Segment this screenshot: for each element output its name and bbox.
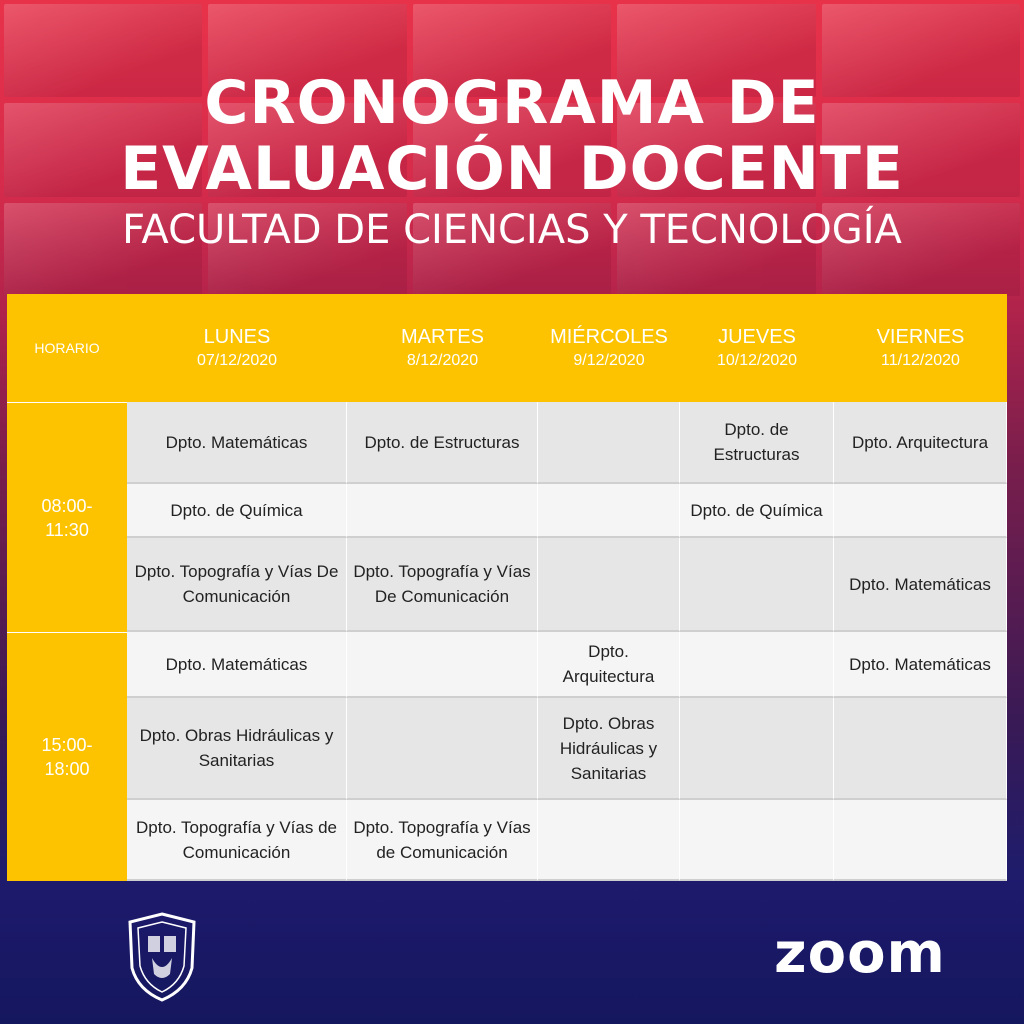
schedule-cell — [680, 698, 834, 800]
day-date: 8/12/2020 — [406, 352, 479, 369]
time-slot: 08:00- 11:30 — [7, 402, 127, 632]
header-day-4 — [834, 294, 1007, 402]
schedule-cell: Dpto. Matemáticas — [834, 538, 1007, 632]
schedule-cell: Dpto. Matemáticas — [127, 402, 347, 484]
university-seal-icon — [126, 912, 198, 1002]
schedule-cell — [347, 632, 538, 698]
schedule-cell — [347, 698, 538, 800]
schedule-cell: Dpto. Topografía y Vías de Comunicación — [347, 800, 538, 881]
schedule-cell — [680, 800, 834, 881]
header-day-1 — [347, 294, 538, 402]
day-date: 10/12/2020 — [716, 352, 798, 369]
header-day-2 — [538, 294, 680, 402]
schedule-cell — [834, 698, 1007, 800]
day-date: 9/12/2020 — [573, 352, 645, 369]
schedule-cell — [680, 632, 834, 698]
schedule-cell — [538, 402, 680, 484]
schedule-cell: Dpto. de Estructuras — [347, 402, 538, 484]
schedule-cell — [680, 538, 834, 632]
schedule-cell: Dpto. Matemáticas — [834, 632, 1007, 698]
schedule-cell: Dpto. de Química — [127, 484, 347, 538]
schedule-cell: Dpto. Topografía y Vías De Comunicación — [127, 538, 347, 632]
schedule-cell: Dpto. Arquitectura — [538, 632, 680, 698]
page-title-line2: EVALUACIÓN DOCENTE — [120, 134, 904, 204]
schedule-cell: Dpto. de Química — [680, 484, 834, 538]
schedule-cell: Dpto. Topografía y Vías De Comunicación — [347, 538, 538, 632]
schedule-cell — [538, 800, 680, 881]
schedule-cell: Dpto. Obras Hidráulicas y Sanitarias — [538, 698, 680, 800]
header-horario: HORARIO — [7, 294, 127, 402]
schedule-cell: Dpto. Obras Hidráulicas y Sanitarias — [127, 698, 347, 800]
schedule-cell: Dpto. Arquitectura — [834, 402, 1007, 484]
schedule-cell: Dpto. Topografía y Vías de Comunicación — [127, 800, 347, 881]
schedule-cell: Dpto. de Estructuras — [680, 402, 834, 484]
day-name: MARTES — [401, 326, 484, 348]
page-title-line1: CRONOGRAMA DE — [204, 68, 820, 138]
day-name: MIÉRCOLES — [550, 326, 668, 348]
schedule-cell — [834, 800, 1007, 881]
day-date: 07/12/2020 — [196, 352, 278, 369]
schedule-cell — [538, 538, 680, 632]
day-date: 11/12/2020 — [881, 352, 960, 369]
schedule-cell — [538, 484, 680, 538]
schedule-table — [7, 294, 1007, 881]
schedule-cell — [347, 484, 538, 538]
day-name: LUNES — [203, 326, 271, 348]
day-name: JUEVES — [718, 326, 796, 348]
page-subtitle: FACULTAD DE CIENCIAS Y TECNOLOGÍA — [122, 207, 902, 253]
day-name: VIERNES — [876, 326, 965, 348]
header-day-0 — [127, 294, 347, 402]
zoom-logo: zoom — [774, 921, 946, 986]
schedule-cell — [834, 484, 1007, 538]
schedule-cell: Dpto. Matemáticas — [127, 632, 347, 698]
header-day-3 — [680, 294, 834, 402]
time-slot: 15:00- 18:00 — [7, 632, 127, 881]
